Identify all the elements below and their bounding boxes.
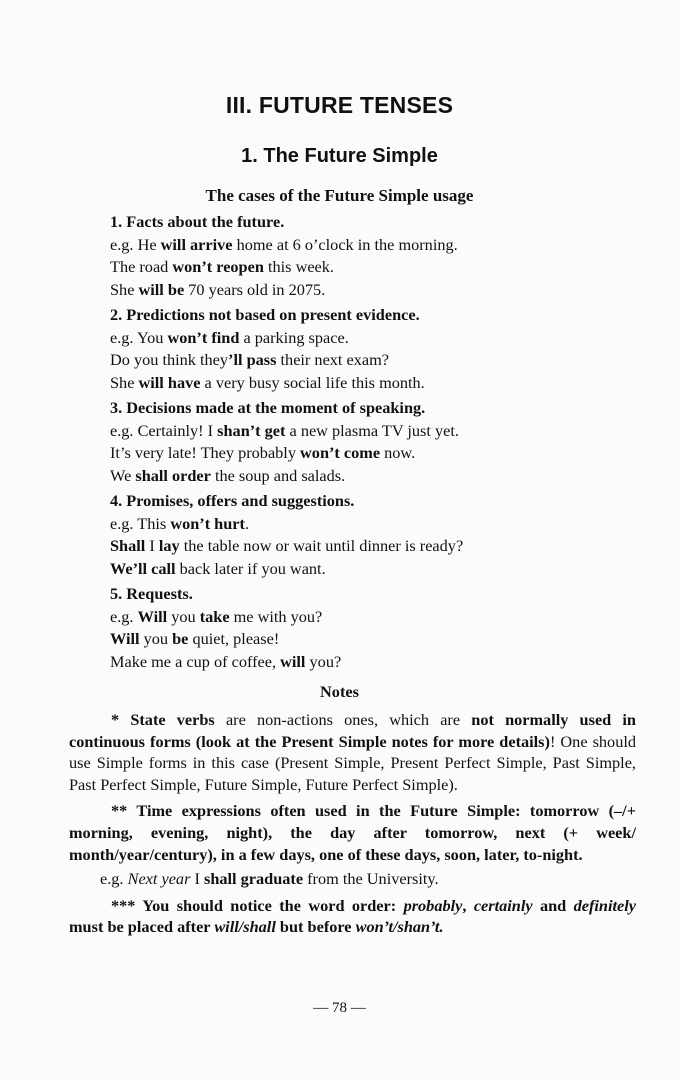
usage-case-title: 5. Requests. — [110, 584, 193, 603]
text-run: Make me a cup of coffee, — [110, 651, 281, 671]
text-run: will/shall — [214, 917, 276, 937]
example-line — [110, 279, 650, 302]
text-run: will have — [138, 372, 201, 392]
text-run: 70 years old in 2075. — [184, 279, 326, 299]
usage-case-title: 3. Decisions made at the moment of speaking. — [110, 398, 426, 417]
text-run: * State verbs — [111, 710, 215, 729]
text-run: We’ll call — [110, 558, 176, 578]
example-line — [110, 535, 650, 558]
text-run: e.g. He — [110, 234, 161, 254]
text-run: take — [199, 606, 230, 626]
text-run: and — [532, 895, 574, 915]
text-run: *** You should notice the word order: — [111, 895, 404, 915]
example-line — [110, 442, 650, 465]
text-run: from the University. — [303, 869, 439, 889]
text-run: certainly — [473, 895, 533, 915]
text-run: you — [167, 606, 200, 626]
text-run: , — [462, 895, 474, 915]
example-line — [110, 327, 650, 350]
notes-heading: Notes — [320, 682, 359, 701]
text-run: a very busy social life this month. — [200, 372, 425, 392]
note-paragraph — [69, 709, 636, 795]
text-run: won’t/shan’t. — [355, 917, 444, 937]
note-paragraph — [69, 895, 636, 938]
text-run: I — [145, 536, 159, 555]
chapter-title: III. FUTURE TENSES — [225, 92, 454, 118]
text-run: probably — [403, 895, 463, 915]
text-run: . — [244, 513, 250, 533]
text-run: ** Time expressions often used in the Future Simple: tomorrow (–/+ morning, evening, night), the day after tomorrow, next (+ week/ month/year/century), in a few days, one of these days, soon, later, to-night. — [69, 801, 636, 864]
text-run: She — [110, 279, 139, 299]
text-run: but before — [275, 917, 356, 937]
text-run: won’t reopen — [172, 257, 264, 276]
text-run: Next year — [127, 869, 191, 889]
text-run: shall graduate — [203, 869, 304, 889]
text-run: are non-actions ones, which are — [214, 710, 472, 729]
text-run: The road — [110, 257, 173, 276]
page-number: — 78 — — [313, 1000, 366, 1016]
text-run: won’t find — [167, 327, 240, 347]
text-run: Will — [137, 606, 168, 626]
text-run: the soup and salads. — [210, 465, 346, 485]
usage-case-title: 2. Predictions not based on present evidence. — [110, 305, 420, 324]
text-run: me with you? — [229, 606, 323, 626]
text-run: Shall — [110, 536, 146, 555]
text-run: ! One should use Simple forms in this case (Present Simple, Present Perfect Simple, Past Simple, Past Perfect Simple, Future Simple, Future Perfect Simple). — [69, 731, 637, 794]
example-line — [110, 420, 650, 443]
text-run: definitely — [573, 895, 636, 915]
text-run: We — [110, 465, 136, 485]
text-run: Do you think they — [110, 350, 229, 369]
text-run: will — [280, 651, 306, 671]
text-run: the table now or wait until dinner is ready? — [179, 536, 464, 555]
text-run: you? — [305, 651, 342, 671]
usage-case — [110, 583, 650, 673]
text-run: e.g. Certainly! I — [110, 420, 218, 440]
text-run: back later if you want. — [175, 558, 326, 578]
text-run: quiet, please! — [188, 629, 280, 648]
text-run: shall order — [135, 465, 211, 485]
example-line — [110, 234, 650, 257]
usage-case — [110, 397, 650, 487]
example-line — [110, 513, 650, 536]
usage-case-title: 1. Facts about the future. — [110, 212, 285, 231]
example-line — [110, 349, 650, 372]
text-run: e.g. — [100, 869, 128, 889]
usage-case — [110, 490, 650, 580]
example-line — [110, 651, 650, 674]
text-run: e.g. This — [110, 513, 171, 533]
text-run: will be — [138, 279, 185, 299]
text-run: ’ll pass — [228, 350, 277, 369]
text-run: It’s very late! They probably — [110, 443, 301, 462]
notes-section — [69, 709, 636, 943]
text-run: shan’t get — [217, 420, 286, 440]
text-run: lay — [158, 536, 180, 555]
text-run: e.g. — [110, 606, 138, 626]
text-run: now. — [380, 443, 416, 462]
usage-case — [110, 211, 650, 301]
text-run: must be placed after — [69, 917, 215, 937]
example-line — [110, 256, 650, 279]
usage-case-title: 4. Promises, offers and suggestions. — [110, 491, 355, 510]
example-line — [110, 628, 650, 651]
note-paragraph — [69, 800, 636, 865]
text-run: a new plasma TV just yet. — [285, 420, 459, 440]
example-line — [110, 558, 650, 581]
text-run: will arrive — [160, 234, 233, 254]
example-line — [110, 465, 650, 488]
usage-heading: The cases of the Future Simple usage — [205, 186, 474, 205]
text-run: this week. — [263, 257, 334, 276]
text-run: Will — [110, 629, 140, 648]
text-run: you — [139, 629, 173, 648]
example-line — [110, 606, 650, 629]
text-run: their next exam? — [276, 350, 390, 369]
text-run: a parking space. — [239, 327, 349, 347]
note-example — [69, 868, 636, 890]
text-run: won’t come — [300, 443, 381, 462]
example-line — [110, 372, 650, 395]
text-run: not normally used in continuous forms (look at the Present Simple notes for more details) — [69, 710, 636, 751]
text-run: home at 6 o’clock in the morning. — [232, 234, 458, 254]
section-title: 1. The Future Simple — [241, 145, 438, 167]
text-run: e.g. You — [110, 327, 168, 347]
usage-cases-list — [110, 211, 650, 676]
text-run: be — [172, 629, 189, 648]
text-run: She — [110, 372, 139, 392]
text-run: won’t hurt — [170, 513, 245, 533]
text-run: I — [190, 869, 204, 889]
usage-case — [110, 304, 650, 394]
